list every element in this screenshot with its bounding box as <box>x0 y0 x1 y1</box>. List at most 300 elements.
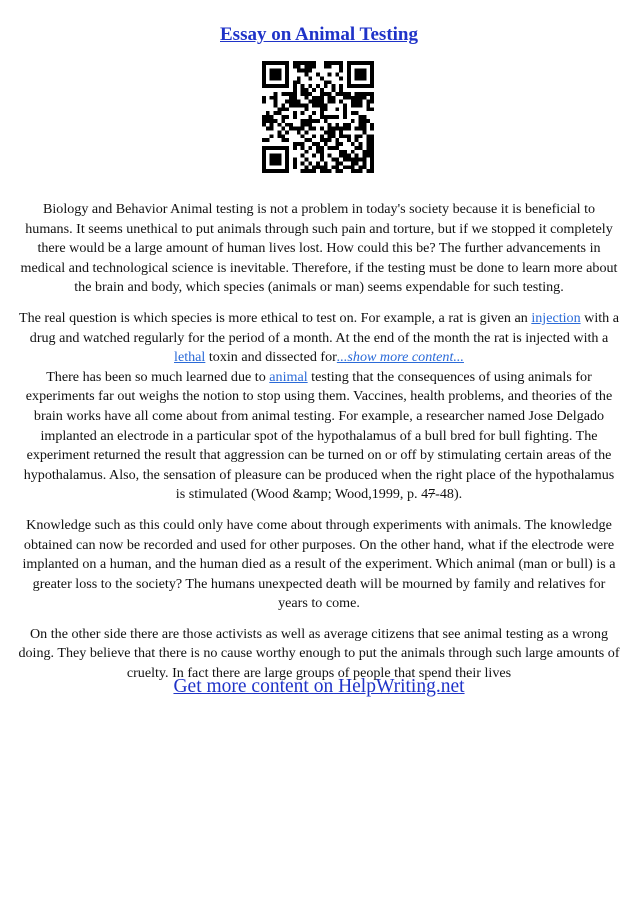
qr-module <box>324 119 328 123</box>
qr-module <box>316 119 320 123</box>
paragraph-3-text-c: -48). <box>435 486 463 503</box>
qr-module <box>343 115 347 119</box>
show-more-link[interactable]: ...show more content... <box>336 349 464 366</box>
qr-module <box>285 161 289 165</box>
qr-module <box>312 134 316 138</box>
qr-module <box>293 111 297 115</box>
qr-module <box>304 169 308 173</box>
qr-module <box>262 146 266 150</box>
qr-module <box>343 158 347 162</box>
qr-module <box>262 165 266 169</box>
qr-module <box>339 134 343 138</box>
qr-module <box>359 165 363 169</box>
qr-module <box>355 111 359 115</box>
qr-module <box>277 146 281 150</box>
qr-module <box>266 115 270 119</box>
qr-module <box>297 127 301 131</box>
qr-module <box>308 123 312 127</box>
qr-module <box>277 107 281 111</box>
qr-module <box>285 73 289 77</box>
qr-module <box>332 127 336 131</box>
qr-module <box>281 127 285 131</box>
qr-module <box>270 158 274 162</box>
qr-module <box>355 76 359 80</box>
qr-module <box>362 61 366 65</box>
qr-module <box>270 119 274 123</box>
qr-module <box>351 103 355 107</box>
qr-module <box>328 100 332 104</box>
qr-module <box>370 158 374 162</box>
qr-module <box>366 100 370 104</box>
qr-module <box>324 107 328 111</box>
qr-module <box>274 103 278 107</box>
qr-module <box>270 69 274 73</box>
paragraph-3 <box>18 368 620 505</box>
qr-module <box>332 134 336 138</box>
qr-module <box>343 134 347 138</box>
qr-module <box>328 127 332 131</box>
qr-module <box>289 96 293 100</box>
paragraph-3-text-a: There has been so much learned due to <box>46 368 270 385</box>
qr-module <box>328 115 332 119</box>
qr-module <box>301 134 305 138</box>
qr-module <box>316 146 320 150</box>
qr-module <box>312 65 316 69</box>
qr-module <box>324 131 328 135</box>
qr-module <box>370 142 374 146</box>
qr-module <box>366 138 370 142</box>
qr-module <box>312 100 316 104</box>
qr-module <box>359 146 363 150</box>
qr-module <box>343 150 347 154</box>
qr-module <box>281 92 285 96</box>
qr-module <box>328 134 332 138</box>
qr-module <box>370 134 374 138</box>
qr-module <box>324 65 328 69</box>
qr-module <box>285 150 289 154</box>
qr-module <box>370 76 374 80</box>
qr-module <box>362 96 366 100</box>
qr-module <box>324 80 328 84</box>
qr-module <box>312 142 316 146</box>
qr-module <box>339 169 343 173</box>
qr-module <box>301 146 305 150</box>
qr-module <box>362 119 366 123</box>
qr-module <box>277 76 281 80</box>
qr-module <box>304 103 308 107</box>
qr-module <box>332 131 336 135</box>
qr-module <box>366 142 370 146</box>
qr-module <box>320 169 324 173</box>
qr-module <box>320 96 324 100</box>
qr-module <box>343 107 347 111</box>
qr-module <box>355 146 359 150</box>
qr-module <box>266 84 270 88</box>
qr-module <box>297 65 301 69</box>
document-title <box>0 24 638 46</box>
qr-module <box>270 123 274 127</box>
qr-module <box>320 103 324 107</box>
qr-module <box>285 76 289 80</box>
qr-module <box>262 73 266 77</box>
qr-module <box>297 100 301 104</box>
qr-module <box>320 115 324 119</box>
qr-module <box>339 61 343 65</box>
title-link[interactable]: Essay on Animal Testing <box>220 24 418 45</box>
qr-module <box>362 154 366 158</box>
qr-module <box>351 119 355 123</box>
qr-module <box>301 111 305 115</box>
qr-module <box>362 76 366 80</box>
qr-module <box>339 131 343 135</box>
qr-module <box>335 127 339 131</box>
qr-module <box>359 127 363 131</box>
qr-module <box>281 119 285 123</box>
qr-module <box>366 169 370 173</box>
qr-module <box>270 115 274 119</box>
qr-module <box>370 107 374 111</box>
qr-module <box>277 69 281 73</box>
qr-module <box>370 69 374 73</box>
qr-module <box>297 61 301 65</box>
qr-module <box>359 142 363 146</box>
qr-module <box>362 73 366 77</box>
qr-module <box>339 65 343 69</box>
injection-link[interactable]: injection <box>531 309 581 326</box>
qr-module <box>301 142 305 146</box>
qr-module <box>262 65 266 69</box>
qr-module <box>347 73 351 77</box>
qr-module <box>339 142 343 146</box>
qr-module <box>297 103 301 107</box>
qr-module <box>281 103 285 107</box>
qr-module <box>335 73 339 77</box>
qr-module <box>277 111 281 115</box>
qr-module <box>339 88 343 92</box>
qr-module <box>362 150 366 154</box>
qr-module <box>339 154 343 158</box>
qr-module <box>320 158 324 162</box>
qr-module <box>370 73 374 77</box>
qr-module <box>347 69 351 73</box>
qr-module <box>335 107 339 111</box>
qr-module <box>355 61 359 65</box>
paragraph-2-text-a: The real question is which species is more ethical to test on. For example, a rat is given an <box>18 309 532 326</box>
qr-module <box>277 61 281 65</box>
qr-module <box>359 169 363 173</box>
qr-module <box>320 100 324 104</box>
qr-module <box>370 165 374 169</box>
qr-module <box>277 123 281 127</box>
qr-module <box>285 131 289 135</box>
qr-module <box>285 158 289 162</box>
qr-module <box>277 154 281 158</box>
qr-module <box>304 92 308 96</box>
qr-module <box>312 165 316 169</box>
qr-module <box>335 92 339 96</box>
qr-module <box>328 154 332 158</box>
qr-module <box>320 107 324 111</box>
qr-module <box>328 146 332 150</box>
qr-module <box>281 146 285 150</box>
qr-module <box>324 169 328 173</box>
qr-module <box>301 103 305 107</box>
qr-module <box>332 84 336 88</box>
qr-module <box>359 158 363 162</box>
qr-module <box>347 96 351 100</box>
qr-module <box>335 115 339 119</box>
qr-module <box>355 161 359 165</box>
qr-module <box>270 96 274 100</box>
qr-module <box>339 161 343 165</box>
qr-module <box>343 127 347 131</box>
qr-module <box>293 80 297 84</box>
qr-module <box>266 127 270 131</box>
qr-module <box>359 100 363 104</box>
qr-module <box>359 123 363 127</box>
qr-module <box>351 111 355 115</box>
qr-module <box>304 138 308 142</box>
qr-module <box>366 61 370 65</box>
qr-module <box>370 84 374 88</box>
qr-module <box>301 61 305 65</box>
qr-module <box>266 61 270 65</box>
qr-module <box>301 84 305 88</box>
qr-module <box>293 158 297 162</box>
qr-module <box>320 76 324 80</box>
qr-module <box>308 161 312 165</box>
qr-module <box>335 165 339 169</box>
qr-module <box>362 115 366 119</box>
qr-module <box>328 123 332 127</box>
qr-module <box>262 76 266 80</box>
qr-module <box>297 80 301 84</box>
qr-module <box>285 61 289 65</box>
qr-module <box>304 107 308 111</box>
qr-module <box>281 107 285 111</box>
qr-module <box>320 92 324 96</box>
qr-module <box>285 154 289 158</box>
qr-module <box>293 96 297 100</box>
qr-module <box>285 146 289 150</box>
qr-module <box>304 69 308 73</box>
qr-module <box>301 123 305 127</box>
qr-module <box>366 154 370 158</box>
qr-module <box>281 84 285 88</box>
qr-module <box>262 161 266 165</box>
qr-module <box>277 158 281 162</box>
qr-module <box>355 158 359 162</box>
qr-module <box>304 65 308 69</box>
qr-module <box>362 123 366 127</box>
qr-module <box>297 142 301 146</box>
qr-module <box>308 100 312 104</box>
qr-module <box>370 138 374 142</box>
qr-module <box>320 146 324 150</box>
qr-module <box>328 73 332 77</box>
qr-module <box>366 134 370 138</box>
lethal-link[interactable]: lethal <box>174 349 206 366</box>
qr-module <box>301 92 305 96</box>
qr-module <box>308 146 312 150</box>
qr-module <box>312 111 316 115</box>
qr-module <box>297 76 301 80</box>
qr-module <box>277 73 281 77</box>
qr-module <box>312 96 316 100</box>
qr-module <box>270 73 274 77</box>
qr-module <box>304 61 308 65</box>
paragraph-4: Knowledge such as this could only have come about through experiments with animals. The knowledge obtained can now be recorded and used for other purposes. On the other hand, what if the electrode were implanted on a human, and the human died as a result of the experiment. Which animal (man or bull) is a greater loss to the society? The humans unexpected death will be mourned by family and relatives for years to come. <box>22 516 616 612</box>
qr-module <box>339 100 343 104</box>
qr-module <box>262 123 266 127</box>
qr-module <box>347 92 351 96</box>
qr-module <box>289 103 293 107</box>
qr-module <box>351 100 355 104</box>
qr-module <box>301 154 305 158</box>
qr-module <box>316 96 320 100</box>
qr-module <box>351 169 355 173</box>
qr-module <box>366 146 370 150</box>
qr-module <box>343 96 347 100</box>
qr-module <box>339 69 343 73</box>
qr-module <box>343 123 347 127</box>
qr-module <box>343 111 347 115</box>
qr-module <box>359 92 363 96</box>
qr-module <box>347 134 351 138</box>
qr-module <box>277 84 281 88</box>
qr-module <box>359 96 363 100</box>
paragraph-1: Biology and Behavior Animal testing is not a problem in today's society because it is beneficial to humans. It seems unethical to put animals through such pain and torture, but if we stopped it completely there would be a large amount of human lives lost. How could this be? The further advancements in medical and technological science is inevitable. Therefore, if the testing must be done to learn more about the brain and body, which species (animals or man) seems expendable for such testing. <box>20 201 618 296</box>
qr-module <box>351 96 355 100</box>
qr-module <box>262 150 266 154</box>
qr-module <box>293 92 297 96</box>
qr-module <box>320 134 324 138</box>
qr-module <box>347 123 351 127</box>
qr-module <box>355 73 359 77</box>
qr-module <box>347 165 351 169</box>
qr-module <box>289 92 293 96</box>
animal-link[interactable]: animal <box>269 368 308 385</box>
qr-module <box>262 115 266 119</box>
qr-module <box>301 88 305 92</box>
qr-module <box>301 119 305 123</box>
qr-module <box>274 84 278 88</box>
qr-module <box>355 127 359 131</box>
qr-module <box>293 88 297 92</box>
qr-module <box>316 103 320 107</box>
helpwriting-link[interactable]: Get more content on HelpWriting.net <box>173 676 465 697</box>
qr-module <box>347 76 351 80</box>
qr-module <box>359 61 363 65</box>
qr-module <box>343 165 347 169</box>
qr-module <box>304 158 308 162</box>
qr-module <box>370 123 374 127</box>
qr-module <box>308 119 312 123</box>
qr-module <box>332 146 336 150</box>
qr-module <box>281 61 285 65</box>
qr-module <box>355 103 359 107</box>
qr-module <box>332 115 336 119</box>
qr-module <box>335 161 339 165</box>
qr-module <box>343 92 347 96</box>
qr-module <box>351 84 355 88</box>
qr-module <box>304 119 308 123</box>
qr-module <box>262 138 266 142</box>
qr-module <box>285 169 289 173</box>
qr-module <box>316 100 320 104</box>
qr-module <box>304 96 308 100</box>
qr-module <box>324 138 328 142</box>
qr-module <box>285 123 289 127</box>
qr-module <box>274 161 278 165</box>
paragraph-3-text-b: testing that the consequences of using animals for experiments far out weighs the notion to stop using them. Vaccines, health problems, and theories of the brain works have all come about from animal testing. For example, a researcher named Jose Delgado implanted an electrode in a particular spot of the hypothalamus of a bull bred for bull fighting. The experiment returned the result that aggression can be turned on or off by stimulating certain areas of the hypothalamus. Also, the sensation of pleasure can be produced when the right place of the hypothalamus is stimulated (Wood &amp; Wood,1999, p. 4 <box>23 368 615 503</box>
qr-module <box>351 161 355 165</box>
qr-module <box>355 96 359 100</box>
qr-module <box>366 84 370 88</box>
qr-module <box>308 92 312 96</box>
qr-module <box>289 123 293 127</box>
qr-module <box>370 96 374 100</box>
qr-module <box>270 84 274 88</box>
qr-module <box>359 69 363 73</box>
qr-module <box>293 65 297 69</box>
cta <box>0 676 638 698</box>
qr-module <box>343 154 347 158</box>
qr-module <box>266 119 270 123</box>
qr-module <box>339 92 343 96</box>
qr-module <box>328 96 332 100</box>
qr-module <box>355 84 359 88</box>
qr-module <box>324 161 328 165</box>
qr-module <box>304 88 308 92</box>
qr-module <box>293 146 297 150</box>
qr-code-icon <box>262 61 374 173</box>
qr-module <box>359 103 363 107</box>
qr-module <box>281 138 285 142</box>
qr-module <box>308 65 312 69</box>
qr-module <box>347 158 351 162</box>
qr-module <box>308 138 312 142</box>
qr-module <box>359 73 363 77</box>
qr-module <box>347 127 351 131</box>
qr-module <box>324 165 328 169</box>
qr-module <box>324 92 328 96</box>
qr-module <box>262 169 266 173</box>
qr-module <box>297 131 301 135</box>
qr-module <box>293 142 297 146</box>
qr-module <box>347 84 351 88</box>
qr-module <box>262 154 266 158</box>
qr-module <box>359 134 363 138</box>
qr-module <box>362 161 366 165</box>
qr-module <box>274 69 278 73</box>
qr-module <box>281 115 285 119</box>
qr-module <box>320 165 324 169</box>
qr-module <box>347 138 351 142</box>
qr-module <box>339 84 343 88</box>
qr-module <box>308 61 312 65</box>
qr-module <box>281 134 285 138</box>
qr-module <box>304 131 308 135</box>
paragraph-2-text-c: toxin and dissected for <box>205 349 337 366</box>
qr-module <box>366 92 370 96</box>
qr-module <box>277 134 281 138</box>
qr-module <box>262 96 266 100</box>
qr-module <box>301 169 305 173</box>
qr-module <box>285 138 289 142</box>
qr-module <box>355 69 359 73</box>
qr-module <box>320 138 324 142</box>
